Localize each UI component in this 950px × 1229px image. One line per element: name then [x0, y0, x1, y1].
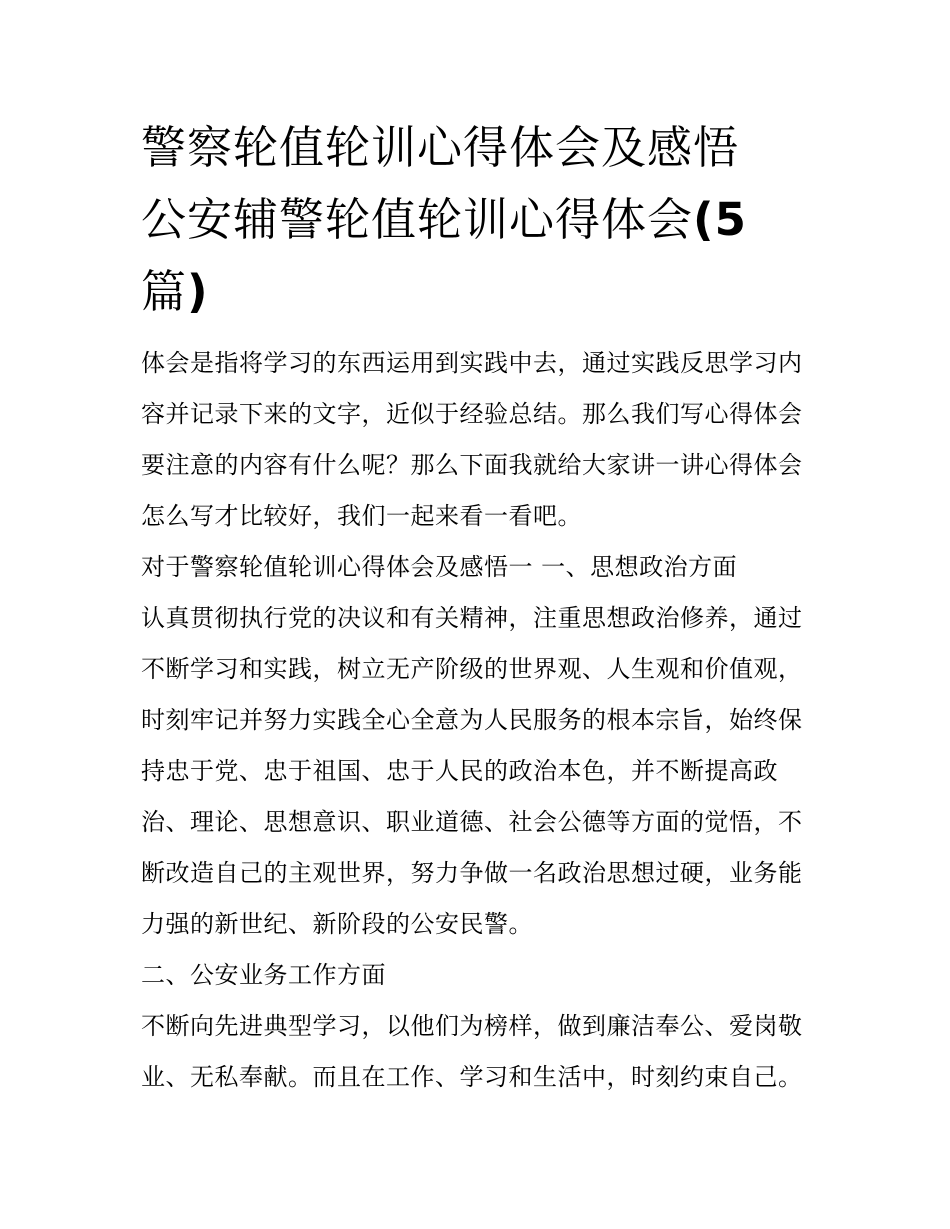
document-page: [141, 112, 821, 1103]
title-line-3-paren: ): [187, 265, 209, 318]
intro-paragraph: 体会是指将学习的东西运用到实践中去，通过实践反思学习内容并记录下来的文字，近似于经验总结。那么我们写心得体会要注意的内容有什么呢？那么下面我就给大家讲一讲心得体会怎么写才比较好，我们一起来看一看吧。: [141, 349, 803, 530]
title-line-2-paren: (5: [693, 193, 747, 246]
section-1-heading: 对于警察轮值轮训心得体会及感悟一 一、思想政治方面: [141, 553, 738, 581]
document-body: [141, 338, 821, 1103]
title-line-1: 警察轮值轮训心得体会及感悟: [141, 121, 740, 174]
document-title: [141, 112, 821, 328]
section-1-paragraph: 认真贯彻执行党的决议和有关精神，注重思想政治修养，通过不断学习和实践，树立无产阶级的世界观、人生观和价值观，时刻牢记并努力实践全心全意为人民服务的根本宗旨，始终保持忠于党、忠于祖国、忠于人民的政治本色，并不断提高政治、理论、思想意识、职业道德、社会公德等方面的觉悟，不断改造自己的主观世界，努力争做一名政治思想过硬，业务能力强的新世纪、新阶段的公安民警。: [141, 604, 803, 938]
section-2-paragraph: 不断向先进典型学习，以他们为榜样，做到廉洁奉公、爱岗敬业、无私奉献。而且在工作、学习和生活中，时刻约束自己。: [141, 1012, 803, 1091]
section-2-heading: 二、公安业务工作方面: [141, 961, 386, 989]
title-line-2: 公安辅警轮值轮训心得体会: [141, 193, 694, 246]
title-line-3: 篇: [141, 265, 188, 318]
